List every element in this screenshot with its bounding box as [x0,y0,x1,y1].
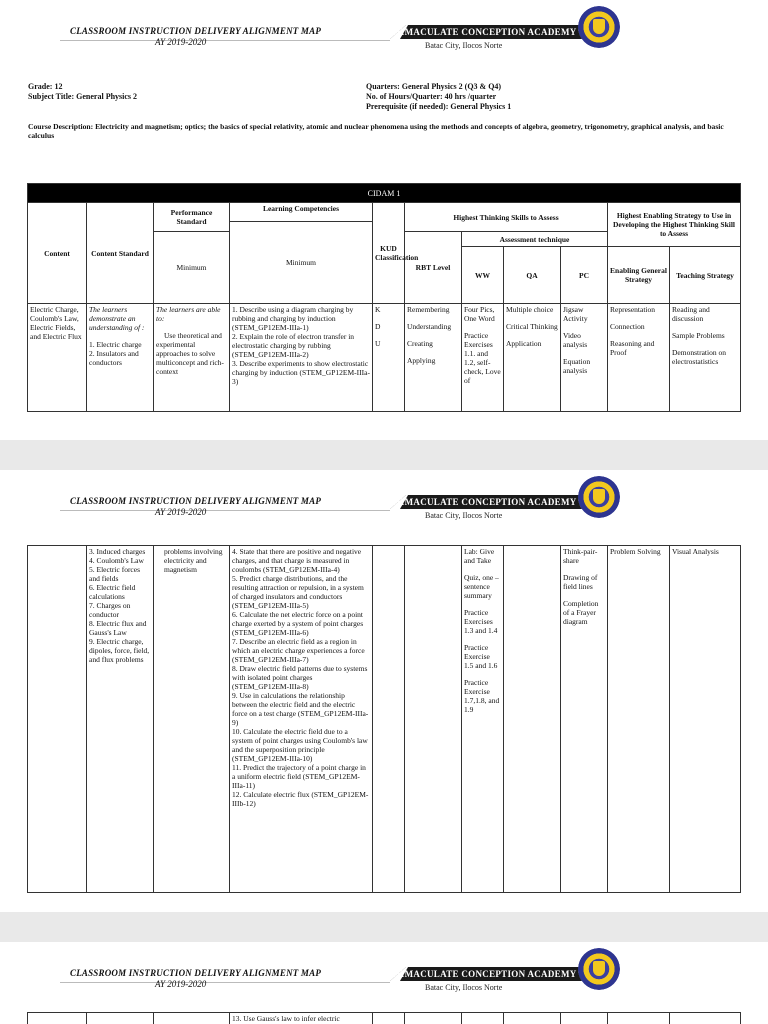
list-item: Problem Solving [610,547,661,556]
table-row [28,304,741,412]
col-teaching-strategy: Teaching Strategy [670,247,741,304]
list-item: Demonstration on electrostatistics [672,348,726,366]
list-item: 12. Calculate electric flux (STEM_GP12EM-IIIb-12) [232,790,369,808]
list-item: 3. Induced charges [89,547,146,556]
competency-minimum: Minimum [230,222,373,304]
list-item: Connection [610,322,645,331]
table-row [28,546,741,893]
col-assessment-technique: Assessment technique [462,232,608,247]
list-item: Practice Exercise 1.7,1.8, and 1.9 [464,678,500,714]
list-item: 2. Explain the role of electron transfer in electrostatic charging by rubbing (STEM_GP12EM-IIIa-2) [232,332,355,359]
cidam-table-continued [27,545,741,893]
list-item: Representation [610,305,655,314]
qa-cell [504,546,561,893]
col-ww: WW [462,247,504,304]
list-item: Sample Problems [672,331,725,340]
col-qa: QA [504,247,561,304]
school-year: AY 2019-2020 [155,37,207,47]
school-address: Batac City, Ilocos Norte [425,983,503,992]
school-seal-icon [578,948,620,990]
list-item: 4. Coulomb's Law [89,556,144,565]
list-item: U [375,339,381,348]
performance-text: problems involving electricity and magnetism [164,547,223,574]
pc-cell [561,546,608,893]
list-item: 8. Draw electric field patterns due to systems with isolated point charges (STEM_GP12EM-IIIa-8) [232,664,368,691]
list-item: Drawing of field lines [563,573,598,591]
list-item: 1. Electric charge [89,340,142,349]
header-rule [60,510,390,511]
list-item: Multiple choice [506,305,554,314]
cidam-title: CIDAM 1 [28,184,741,203]
header-rule [60,982,390,983]
document-title: CLASSROOM INSTRUCTION DELIVERY ALIGNMENT MAP [70,26,322,36]
list-item: Jigsaw Activity [563,305,588,323]
kud-cell [373,304,405,412]
school-address: Batac City, Ilocos Norte [425,41,503,50]
subject-label: Subject Title: General Physics 2 [28,92,138,101]
performance-minimum: Minimum [154,232,230,304]
quarter-info-block [366,82,511,112]
list-item: Application [506,339,542,348]
col-highest-enabling: Highest Enabling Strategy to Use in Developing the Highest Thinking Skill to Assess [608,203,741,247]
competencies-cell: 13. Use Gauss's law to infer electric [230,1013,373,1024]
school-name: IMMACULATE CONCEPTION ACADEMY [392,497,577,507]
list-item: 7. Describe an electric field as a region in which an electric charge experiences a force (STEM_GP12EM-IIIa-7) [232,637,365,664]
school-address: Batac City, Ilocos Norte [425,511,503,520]
pc-cell [561,304,608,412]
page-1 [0,0,768,440]
list-item: 5. Electric forces and fields [89,565,141,583]
list-item: Practice Exercises 1.1. and 1.2, self-check, Love of [464,331,501,385]
kud-cell [373,546,405,893]
page-2 [0,470,768,912]
header-rule [60,40,390,41]
list-item: Quiz, one – sentence summary [464,573,499,600]
competencies-cell [230,546,373,893]
prerequisite-label: Prerequisite (if needed): General Physics 1 [366,102,512,111]
performance-standard-cell [154,546,230,893]
col-highest-thinking: Highest Thinking Skills to Assess [405,203,608,232]
ww-cell [462,304,504,412]
page-3 [0,942,768,1024]
col-learning-competencies: Learning Competencies [230,203,373,222]
list-item: Lab: Give and Take [464,547,495,565]
page-header [0,0,768,60]
list-item: Reasoning and Proof [610,339,655,357]
teaching-cell [670,546,741,893]
list-item: Applying [407,356,436,365]
enabling-cell [608,304,670,412]
performance-intro: The learners are able to: [156,305,221,323]
list-item: 6. Electric field calculations [89,583,136,601]
list-item: Practice Exercise 1.5 and 1.6 [464,643,498,670]
list-item: Completion of a Frayer diagram [563,599,599,626]
list-item: Video analysis [563,331,588,349]
page-header [0,470,768,530]
school-name: IMMACULATE CONCEPTION ACADEMY [392,27,577,37]
list-item: Think-pair-share [563,547,598,565]
list-item: 1. Describe using a diagram charging by rubbing and charging by induction (STEM_GP12EM-IIIa-1) [232,305,354,332]
col-rbt-level: RBT Level [405,232,462,304]
col-kud: KUD Classification [373,203,405,304]
list-item: Equation analysis [563,357,591,375]
list-item: 11. Predict the trajectory of a point charge in a uniform electric field (STEM_GP12EM-IIIa-11) [232,763,366,790]
school-year: AY 2019-2020 [155,507,207,517]
quarters-label: Quarters: General Physics 2 (Q3 & Q4) [366,82,502,91]
school-seal-icon [578,6,620,48]
teaching-cell [670,304,741,412]
cidam-table-continued [27,1012,741,1024]
list-item: Remembering [407,305,450,314]
list-item: 4. State that there are positive and negative charges, and that charge is measured in coulombs (STEM_GP12EM-IIIa-4) [232,547,362,574]
course-description: Course Description: Electricity and magnetism; optics; the basics of special relativity, atomic and nuclear phenomena using the methods and concepts of algebra, geometry, trigonometry, graphical analysis, and basic calculus [28,122,724,140]
school-name: IMMACULATE CONCEPTION ACADEMY [392,969,577,979]
list-item: 10. Calculate the electric field due to a system of point charges using Coulomb's law and the superposition principle (STEM_GP12EM-IIIa-10) [232,727,368,763]
list-item: Four Pics, One Word [464,305,495,323]
performance-standard-cell [154,304,230,412]
content-cell: Electric Charge, Coulomb's Law, Electric Fields, and Electric Flux [28,304,87,412]
ww-cell [462,546,504,893]
rbt-cell [405,546,462,893]
enabling-cell [608,546,670,893]
list-item: Understanding [407,322,452,331]
list-item: 5. Predict charge distributions, and the resulting attraction or repulsion, in a system of charged insulators and conductors (STEM_GP12EM-IIIa-5) [232,574,364,610]
table-row [28,1013,741,1024]
list-item: Creating [407,339,433,348]
content-standard-intro: The learners demonstrate an understanding of : [89,305,145,332]
list-item: Practice Exercises 1.3 and 1.4 [464,608,498,635]
rbt-cell [405,304,462,412]
qa-cell [504,304,561,412]
grade-subject-block [28,82,137,102]
list-item: 9. Use in calculations the relationship between the electric field and the electric force on a test charge (STEM_GP12EM-IIIa-9) [232,691,369,727]
col-pc: PC [561,247,608,304]
list-item: Reading and discussion [672,305,710,323]
page-header [0,942,768,1002]
document-title: CLASSROOM INSTRUCTION DELIVERY ALIGNMENT MAP [70,496,322,506]
cidam-table [27,183,741,412]
school-year: AY 2019-2020 [155,979,207,989]
col-content: Content [28,203,87,304]
list-item: 6. Calculate the net electric force on a point charge exerted by a system of point charges (STEM_GP12EM-IIIa-6) [232,610,364,637]
content-standard-cell [87,304,154,412]
content-standard-cell [87,546,154,893]
document-title: CLASSROOM INSTRUCTION DELIVERY ALIGNMENT MAP [70,968,322,978]
col-content-standard: Content Standard [87,203,154,304]
list-item: Visual Analysis [672,547,719,556]
col-enabling-general: Enabling General Strategy [608,247,670,304]
col-performance-standard: Performance Standard [154,203,230,232]
competencies-cell [230,304,373,412]
list-item: 7. Charges on conductor [89,601,131,619]
list-item: K [375,305,381,314]
content-cell [28,546,87,893]
list-item: 3. Describe experiments to show electrostatic charging by induction (STEM_GP12EM-IIIa-3) [232,359,370,386]
grade-label: Grade: 12 [28,82,63,91]
list-item: 2. Insulators and conductors [89,349,139,367]
list-item: 9. Electric charge, dipoles, force, field, and flux problems [89,637,150,664]
list-item: Critical Thinking [506,322,558,331]
hours-label: No. of Hours/Quarter: 40 hrs /quarter [366,92,497,101]
school-seal-icon [578,476,620,518]
performance-text: Use theoretical and experimental approaches to solve multiconcept and rich-context [156,331,224,376]
list-item: D [375,322,381,331]
list-item: 8. Electric flux and Gauss's Law [89,619,147,637]
